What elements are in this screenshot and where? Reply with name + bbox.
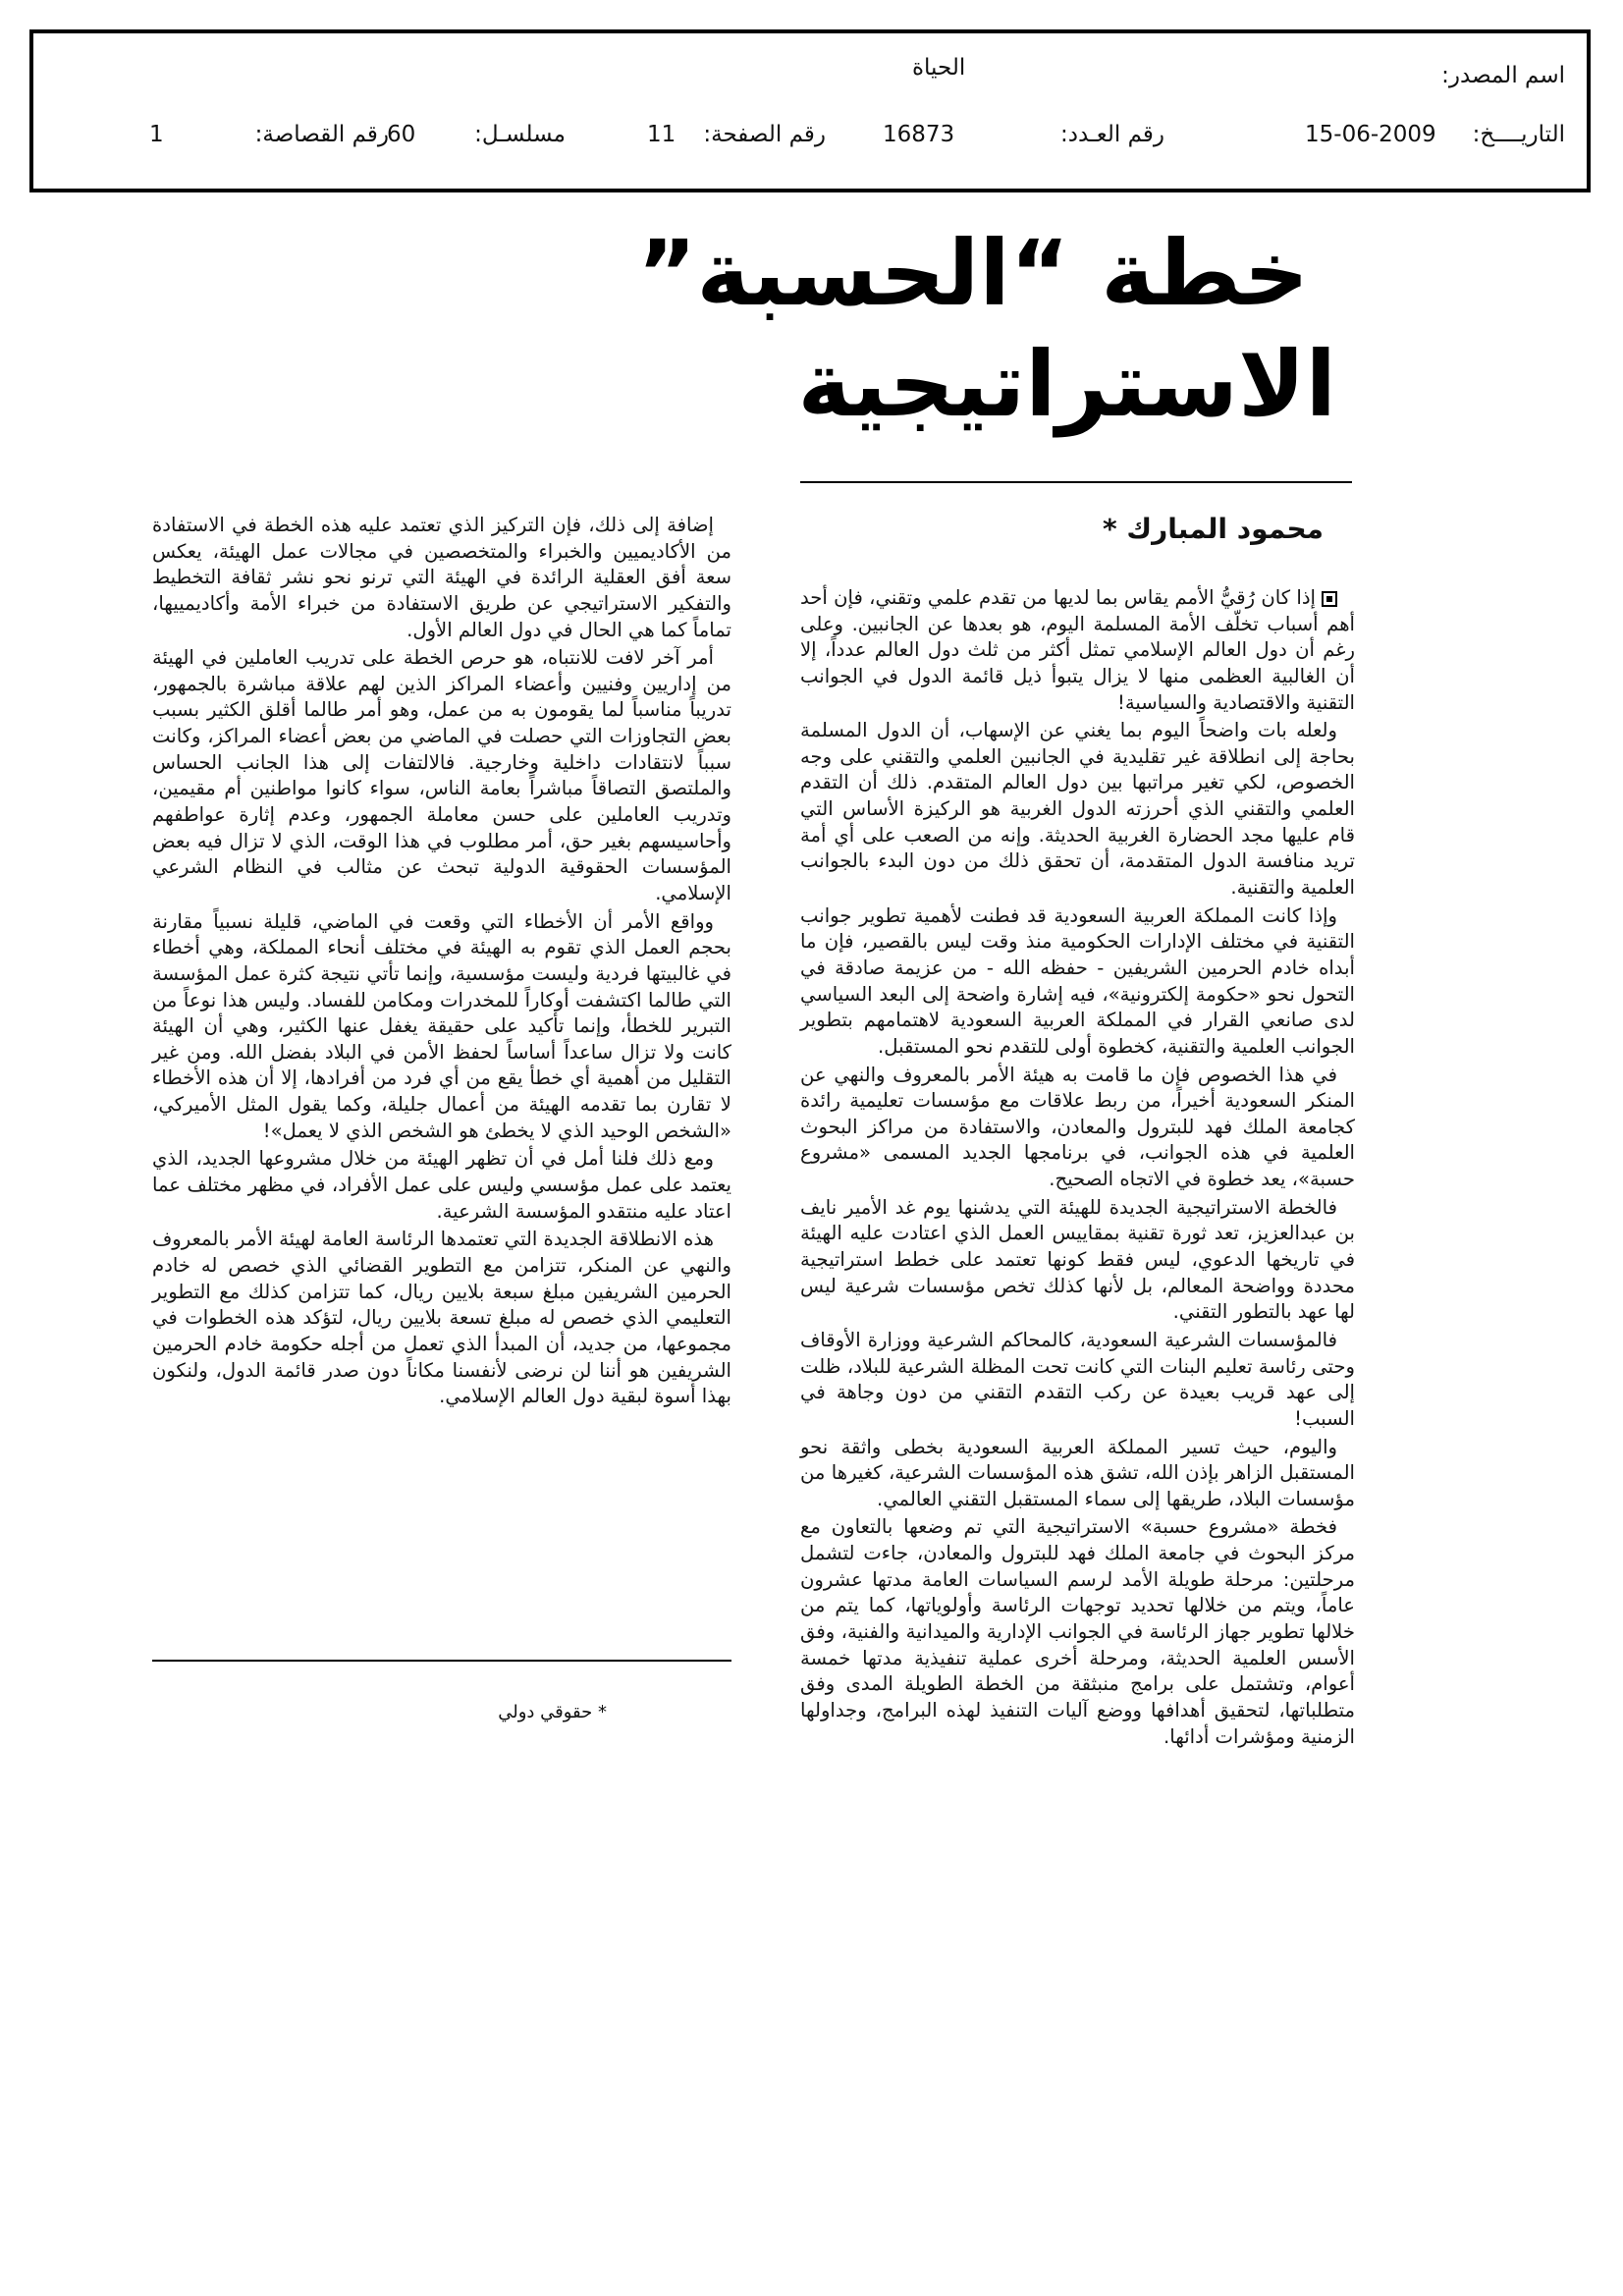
paragraph: في هذا الخصوص فإن ما قامت به هيئة الأمر بالمعروف والنهي عن المنكر السعودية أخيراً، من ربط علاقات مع مؤسسات تعليمية رائدة كجامعة الملك فهد للبترول والمعادن، والاستفادة من مراكز البحوث العلمية في هذه الجوانب، في برنامجها الجديد المسمى «مشروع حسبة»، يعد خطوة في الاتجاه الصحيح. — [800, 1063, 1355, 1191]
column-end-rule-left — [152, 1660, 731, 1662]
paragraph: ولعله بات واضحاً اليوم بما يغني عن الإسهاب، أن الدول المسلمة بحاجة إلى انطلاقة غير تقليدية في الجانبين العلمي والتقني على وجه الخصوص، لكي تغير مراتبها بين دول العالم المتقدم. ذلك أن التقدم العلمي والتقني الذي أحرزته الدول الغربية هو الركيزة الأساس التي قام عليها مجد الحضارة الغربية الحديثة. وإنه من الصعب على أي أمة تريد منافسة الدول المتقدمة، أن تحقق ذلك من دون البدء بالجوانب العلمية والتقنية. — [800, 719, 1355, 900]
source-value: الحياة — [912, 55, 966, 81]
article-author: محمود المبارك * — [1103, 513, 1324, 545]
article-column-left — [152, 513, 731, 1412]
square-bullet-icon — [1322, 591, 1337, 607]
clip-value: 1 — [149, 122, 164, 147]
paragraph: أمر آخر لافت للانتباه، هو حرص الخطة على تدريب العاملين في الهيئة من إداريين وفنيين وأعضاء المراكز الذين لهم علاقة مباشرة بالجمهور، تدريباً مناسباً لما يقومون به من عمل، وهو أمر طالما أقلق الكثير بسبب بعض التجاوزات التي حصلت في الماضي من بعض أعضاء المراكز، وكانت سبباً لانتقادات داخلية وخارجية. فالالتفات إلى هذا الجانب الحساس والملتصق التصاقاً مباشراً بعامة الناس، سواء كانوا مواطنين أم مقيمين، وتدريب العاملين على حسن معاملة الجمهور، وعدم إثارة عواطفهم وأحاسيسهم بغير حق، أمر مطلوب في هذا الوقت، الذي لا تزال فيه بعض المؤسسات الحقوقية الدولية تبحث عن مثالب في النظام الشرعي الإسلامي. — [152, 646, 731, 904]
clipping-header-box — [29, 29, 1591, 192]
paragraph: إضافة إلى ذلك، فإن التركيز الذي تعتمد عليه هذه الخطة في الاستفادة من الأكاديميين والخبراء والمتخصصين في مجالات عمل الهيئة، يعكس سعة أفق العقلية الرائدة في الهيئة التي ترنو نحو نشر ثقافة التخطيط والتفكير الاستراتيجي عن طريق الاستفادة من خبراء الأمة وأكاديمييها، تماماً كما هي الحال في دول العالم الأول. — [152, 514, 731, 641]
author-footnote: * حقوقي دولي — [498, 1702, 607, 1722]
article-column-right — [800, 585, 1355, 1752]
clip-label: رقم القصاصة: — [254, 122, 389, 147]
paragraph: واليوم، حيث تسير المملكة العربية السعودية بخطى واثقة نحو المستقبل الزاهر بإذن الله، تشق هذه المؤسسات الشرعية، كغيرها من مؤسسات البلاد، طريقها إلى سماء المستقبل التقني العالمي. — [800, 1435, 1355, 1510]
article-title-line-2: الاستراتيجية — [797, 332, 1336, 437]
source-label: اسم المصدر: — [1441, 63, 1565, 88]
page-label: رقم الصفحة: — [703, 122, 826, 147]
paragraph: فالمؤسسات الشرعية السعودية، كالمحاكم الشرعية ووزارة الأوقاف وحتى رئاسة تعليم البنات التي كانت تحت المظلة الشرعية للبلاد، ظلت إلى عهد قريب بعيدة عن ركب التقدم التقني من دون وجاهة في السبب! — [800, 1328, 1355, 1430]
paragraph: ومع ذلك فلنا أمل في أن تظهر الهيئة من خلال مشروعها الجديد، الذي يعتمد على عمل مؤسسي وليس على عمل الأفراد، في مظهر مختلف عما اعتاد عليه منتقدو المؤسسة الشرعية. — [152, 1147, 731, 1223]
paragraph: وواقع الأمر أن الأخطاء التي وقعت في الماضي، قليلة نسبياً مقارنة بحجم العمل الذي تقوم به الهيئة في مختلف أنحاء المملكة، وهي أخطاء في غالبيتها فردية وليست مؤسسية، وإنما تأتي نتيجة كثرة عمل المؤسسة التي طالما اكتشفت أوكاراً للمخدرات ومكامن للفساد. وليس هذا نوعاً من التبرير للخطأ، وإنما تأكيد على حقيقة يغفل عنها الكثير، وهي أن الهيئة كانت ولا تزال ساعداً أساساً لحفظ الأمن في البلاد بفضل الله. ومن غير التقليل من أهمية أي خطأ يقع من أي فرد من أفرادها، إلا أن هذه الأخطاء لا تقارن بما تقدمه الهيئة من أعمال جليلة، وكما يقول المثل الأميركي، «الشخص الوحيد الذي لا يخطئ هو الشخص الذي لا يعمل»! — [152, 909, 731, 1142]
paragraph: وإذا كانت المملكة العربية السعودية قد فطنت لأهمية تطوير جوانب التقنية في مختلف الإدارات الحكومية منذ وقت ليس بالقصير، فإن ما أبداه خادم الحرمين الشريفين - حفظه الله - من عزيمة صادقة في التحول نحو «حكومة إلكترونية»، فيه إشارة واضحة إلى البعد السياسي لدى صانعي القرار في المملكة العربية السعودية لاهتمامهم بتطوير الجوانب العلمية والتقنية، كخطوة أولى للتقدم نحو المستقبل. — [800, 903, 1355, 1058]
page-value: 11 — [647, 122, 676, 147]
paragraph: فالخطة الاستراتيجية الجديدة للهيئة التي يدشنها يوم غد الأمير نايف بن عبدالعزيز، تعد ثورة تقنية بمقاييس العمل الذي اعتادت عليه الهيئة في تاريخها الدعوي، ليس فقط كونها تعتمد على خطط استراتيجية محددة وواضحة المعالم، بل لأنها كذلك تخص مؤسسات شرعية ليس لها عهد بالتطور التقني. — [800, 1195, 1355, 1324]
issue-value: 16873 — [883, 122, 955, 147]
issue-label: رقم العـدد: — [1059, 122, 1164, 147]
paragraph: فخطة «مشروع حسبة» الاستراتيجية التي تم وضعها بالتعاون مع مركز البحوث في جامعة الملك فهد للبترول والمعادن، جاءت لتشمل مرحلتين: مرحلة طويلة الأمد لرسم السياسات العامة مدتها عشرون عاماً، ويتم من خلالها تحديد توجهات الرئاسة وأولوياتها، كما يتم من خلالها تطوير جهاز الرئاسة في الجوانب الإدارية والميدانية والفنية، وفق الأسس العلمية الحديثة، ومرحلة أخرى عملية تنفيذية مدتها خمسة أعوام، وتشتمل على برامج منبثقة من الخطة الطويلة المدى وفق متطلباتها، لتحقيق أهدافها ووضع آليات التنفيذ لهذه البرامج، وجداولها الزمنية ومؤشرات أدائها. — [800, 1515, 1355, 1748]
paragraph: هذه الانطلاقة الجديدة التي تعتمدها الرئاسة العامة لهيئة الأمر بالمعروف والنهي عن المنكر، تتزامن مع التطوير القضائي الذي خصص له خادم الحرمين الشريفين مبلغ سبعة بلايين ريال، كما تتزامن كذلك مع التطوير التعليمي الذي خصص له مبلغ تسعة بلايين ريال، لتؤكد هذه الخطوات في مجموعها، من جديد، أن المبدأ الذي تعمل من أجله حكومة خادم الحرمين الشريفين هو أننا لن نرضى لأنفسنا مكاناً دون صدر قائمة الدول، ولنكون بهذا أسوة لبقية دول العالم الإسلامي. — [152, 1228, 731, 1408]
date-value: 15-06-2009 — [1305, 122, 1436, 147]
title-rule-right — [800, 481, 1352, 483]
paragraph: إذا كان رُقيُّ الأمم يقاس بما لديها من تقدم علمي وتقني، فإن أحد أهم أسباب تخلّف الأمة المسلمة اليوم، هو بعدها عن الجانبين. وعلى رغم أن دول العالم الإسلامي تمثل أكثر من ثلث دول العالم عدداً، إلا أن الغالبية العظمى منها لا يزال يتبوأ ذيل قائمة الدول في الجوانب التقنية والاقتصادية والسياسية! — [800, 586, 1355, 714]
serial-label: مسلسـل: — [474, 122, 566, 147]
article-title-line-1: خطة “الحسبة” — [636, 221, 1309, 326]
date-label: التاريــــخ: — [1472, 122, 1565, 147]
serial-value: 60 — [387, 122, 416, 147]
